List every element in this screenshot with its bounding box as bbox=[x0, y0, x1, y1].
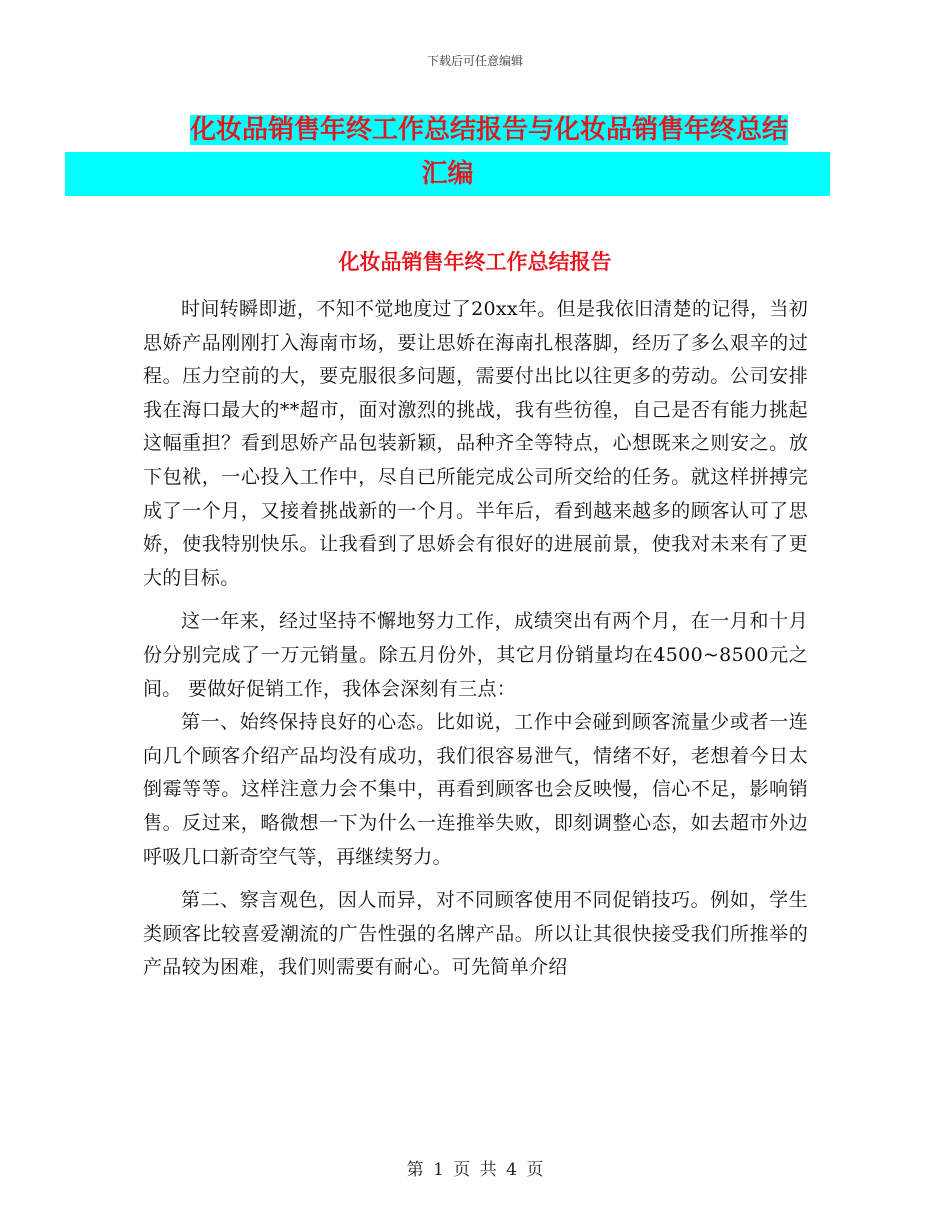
section-subtitle: 化妆品销售年终工作总结报告 bbox=[338, 250, 612, 274]
document-title bbox=[190, 108, 830, 196]
page-number: 第 1 页 共 4 页 bbox=[406, 1160, 544, 1180]
paragraph-3: 第一、始终保持良好的心态。比如说，工作中会碰到顾客流量少或者一连向几个顾客介绍产品均没有成功，我们很容易泄气，情绪不好，老想着今日太倒霉等等。这样注意力会不集中，再看到顾客也会反映慢，信心不足，影响销售。反过来，略微想一下为什么一连推举失败，即刻调整心态，如去超市外边呼吸几口新奇空气等，再继续努力。 bbox=[143, 711, 808, 868]
title-line-1: 化妆品销售年终工作总结报告与化妆品销售年终总结 bbox=[190, 115, 789, 145]
title-line-2: 汇编 bbox=[65, 152, 830, 196]
paragraph-4: 第二、察言观色，因人而异，对不同顾客使用不同促销技巧。例如，学生类顾客比较喜爱潮流的广告性强的名牌产品。所以让其很快接受我们所推举的产品较为困难，我们则需要有耐心。可先简单介绍 bbox=[143, 889, 808, 979]
body-text bbox=[143, 293, 808, 985]
paragraph-2: 这一年来，经过坚持不懈地努力工作，成绩突出有两个月，在一月和十月份分别完成了一万元销量。除五月份外，其它月份销量均在4500~8500元之间。 要做好促销工作，我体会深刻有三点： bbox=[143, 610, 808, 700]
paragraph-1: 时间转瞬即逝，不知不觉地度过了20xx年。但是我依旧清楚的记得，当初思娇产品刚刚打入海南市场，要让思娇在海南扎根落脚，经历了多么艰辛的过程。压力空前的大，要克服很多问题，需要付出比以往更多的劳动。公司安排我在海口最大的**超市，面对激烈的挑战，我有些彷徨，自己是否有能力挑起这幅重担？看到思娇产品包装新颖，品种齐全等特点，心想既来之则安之。放下包袱，一心投入工作中，尽自已所能完成公司所交给的任务。就这样拼搏完成了一个月，又接着挑战新的一个月。半年后，看到越来越多的顾客认可了思娇，使我特别快乐。让我看到了思娇会有很好的进展前景，使我对未来有了更大的目标。 bbox=[143, 298, 808, 589]
page-header-note: 下载后可任意编辑 bbox=[426, 54, 523, 68]
